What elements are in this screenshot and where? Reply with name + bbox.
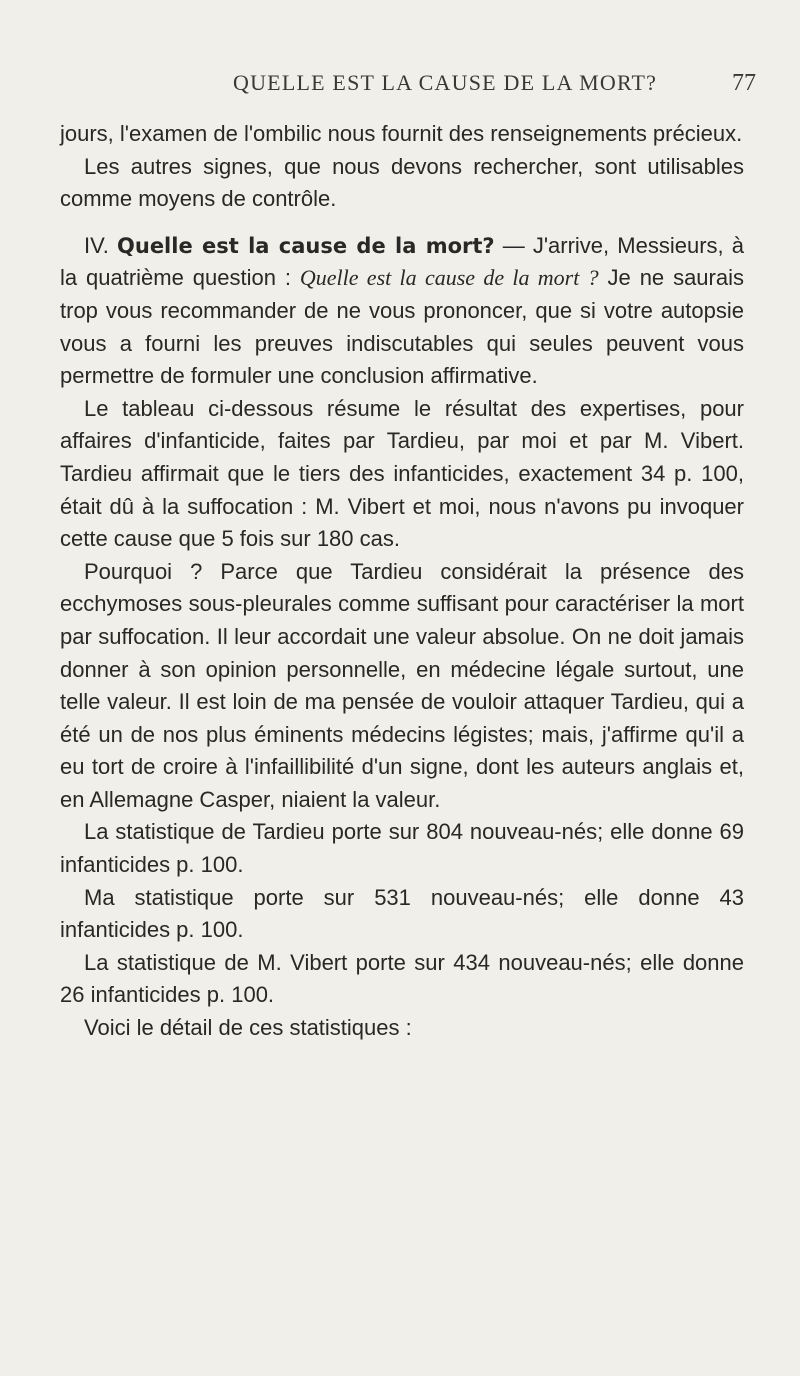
section-intro-text: — J'arrive, Messieurs, à la quatrième question :: [60, 232, 744, 291]
paragraph-3-section-iv: [60, 230, 744, 393]
paragraph-7: Ma statistique porte sur 531 nouveau-nés; elle donne 43 infanticides p. 100.: [60, 884, 744, 943]
paragraph-1: jours, l'examen de l'ombilic nous fournit des renseignements précieux.: [60, 121, 743, 146]
paragraph-6: La statistique de Tardieu porte sur 804 nouveau-nés; elle donne 69 infanticides p. 100.: [60, 819, 744, 878]
running-header: [0, 70, 800, 110]
paragraph-2: Les autres signes, que nous devons rechercher, sont utilisables comme moyens de contrôle.: [60, 153, 744, 212]
running-title: QUELLE EST LA CAUSE DE LA MORT?: [233, 70, 658, 95]
section-question-emphasis: Quelle est la cause de la mort ?: [299, 265, 599, 291]
paragraph-5: Pourquoi ? Parce que Tardieu considérait la présence des ecchymoses sous-pleurales comme suffisant pour caractériser la mort par suffocation. Il leur accordait une valeur absolue. On ne doit jamais donner à son opinion personnelle, en médecine légale surtout, une telle valeur. Il est loin de ma pensée de vouloir attaquer Tardieu, qui a été un de nos plus éminents médecins légistes; mais, j'affirme qu'il a eu tort de croire à l'infaillibilité d'un signe, dont les auteurs anglais et, en Allemagne Casper, niaient la valeur.: [60, 558, 744, 812]
page-number: 77: [732, 70, 756, 96]
section-number: IV.: [84, 232, 109, 258]
paragraph-9: Voici le détail de ces statistiques :: [84, 1015, 412, 1041]
section-heading: Quelle est la cause de la mort?: [117, 233, 495, 258]
paragraph-4: Le tableau ci-dessous résume le résultat des expertises, pour affaires d'infanticide, faites par Tardieu, par moi et par M. Vibert. Tardieu affirmait que le tiers des infanticides, exactement 34 p. 100, était dû à la suffocation : M. Vibert et moi, nous n'avons pu invoquer cette cause que 5 fois sur 180 cas.: [60, 395, 744, 552]
body-text: [60, 118, 744, 1045]
paragraph-8: La statistique de M. Vibert porte sur 434 nouveau-nés; elle donne 26 infanticides p. 100.: [60, 949, 744, 1008]
section-body-text: Je ne saurais trop vous recommander de ne vous prononcer, que si votre autopsie vous a fourni les preuves indiscutables qui seules peuvent vous permettre de formuler une conclusion affirmative.: [60, 265, 744, 389]
